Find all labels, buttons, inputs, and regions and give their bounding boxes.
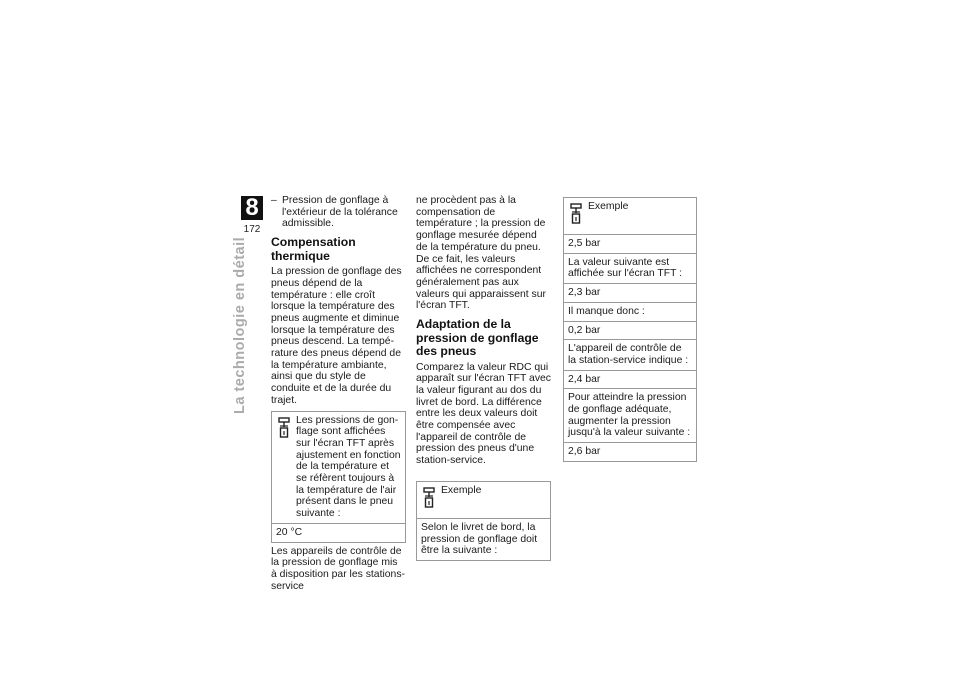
example-row: 2,4 bar bbox=[564, 370, 696, 389]
paragraph: ne procèdent pas à la compensation de température ; la pression de gonflage mesurée dépend de la température du pneu. De ce fait, les valeurs affichées ne correspondent généralement pas aux valeurs qui apparaissent sur l'écran TFT. bbox=[416, 195, 546, 312]
example-box-text: Selon le livret de bord, la pression de gonflage doit être la suivante : bbox=[417, 518, 550, 560]
chapter-title-text: La technologie en détail bbox=[232, 236, 248, 414]
chapter-number: 8 bbox=[241, 196, 263, 220]
bullet-item: – Pression de gonflage à l'extérieur de la tolérance admissible. bbox=[271, 195, 406, 230]
tire-pressure-gauge-icon bbox=[568, 203, 584, 225]
example-row: 2,6 bar bbox=[564, 442, 696, 461]
example-row: Il manque donc : bbox=[564, 302, 696, 321]
tire-pressure-gauge-icon bbox=[276, 417, 292, 439]
example-table bbox=[563, 197, 697, 462]
column-3 bbox=[563, 195, 697, 465]
section-heading-adaptation: Adaptation de la pression de gonflage des pneus bbox=[416, 317, 539, 359]
column-1 bbox=[271, 195, 406, 592]
example-box bbox=[416, 481, 551, 561]
example-row: Pour atteindre la pression de gonflage adéquate, augmenter la pression jusqu'à la valeur suivante : bbox=[564, 388, 696, 442]
spec-box-text: Les pressions de gonflage sont affichées sur l'écran TFT après ajustement en fonction de la température et se réfèrent toujours à la température de l'air présent dans le pneu suivante : bbox=[296, 414, 401, 520]
example-row: 0,2 bar bbox=[564, 321, 696, 340]
column-2 bbox=[416, 195, 551, 564]
example-row: La valeur suivante est affichée sur l'écran TFT : bbox=[564, 253, 696, 283]
paragraph: La pression de gonflage des pneus dépend de la température : elle croît lorsque la température des pneus augmente et diminue lorsque la température des pneus descend. La température des pneus dépend de la température ambiante, ainsi que du style de conduite et de la durée du trajet. bbox=[271, 266, 402, 406]
spec-box bbox=[271, 411, 406, 543]
spec-box-value: 20 °C bbox=[272, 523, 405, 542]
page-number: 172 bbox=[243, 224, 261, 235]
section-heading-compensation: Compensation thermique bbox=[271, 235, 356, 263]
example-box-header bbox=[417, 482, 550, 518]
example-label: Exemple bbox=[588, 201, 629, 212]
paragraph: Les appareils de contrôle de la pression de gonflage mis à disposition par les stations-service bbox=[271, 545, 405, 592]
example-table-header bbox=[564, 198, 696, 234]
tire-pressure-gauge-icon bbox=[421, 487, 437, 509]
example-label: Exemple bbox=[441, 484, 482, 496]
example-row: L'appareil de contrôle de la station-service indique : bbox=[564, 339, 696, 369]
paragraph: Comparez la valeur RDC qui apparaît sur l'écran TFT avec la valeur figurant au dos du livret de bord. La différence entre les deux valeurs doit être compensée avec l'appareil de contrôle de pression des pneus d'une station-service. bbox=[416, 361, 552, 467]
example-row: 2,5 bar bbox=[564, 234, 696, 253]
example-row: 2,3 bar bbox=[564, 283, 696, 302]
spec-box-header bbox=[272, 412, 405, 523]
